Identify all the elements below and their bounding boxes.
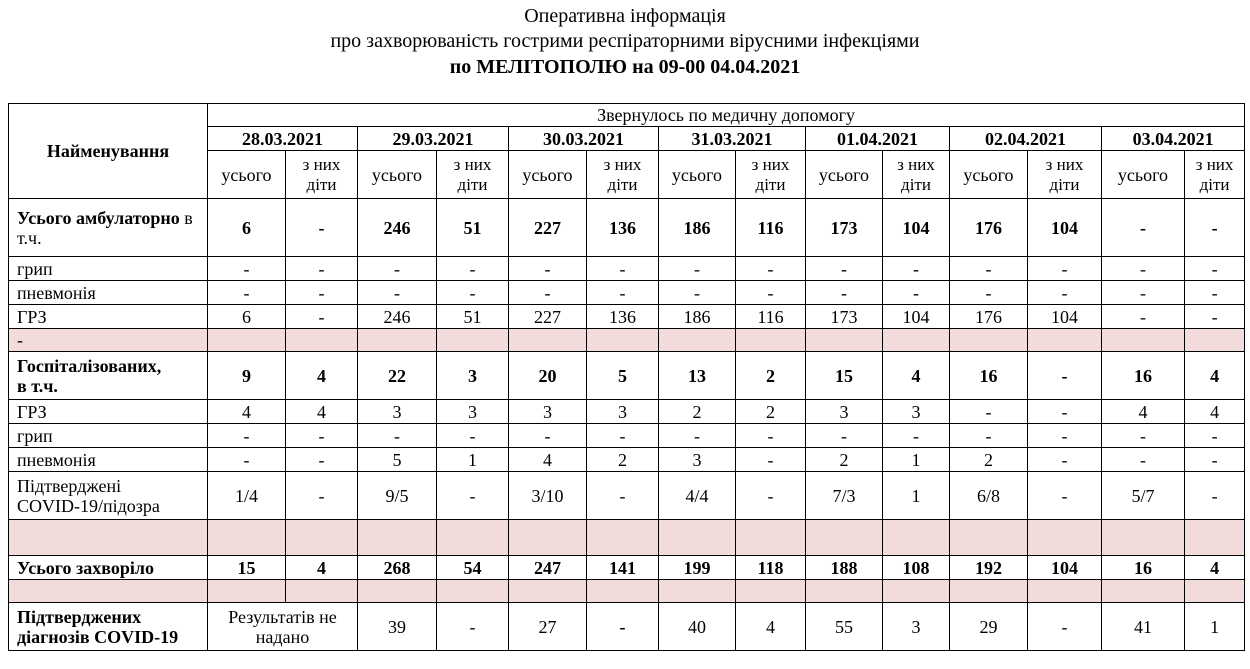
- value-cell: -: [286, 257, 358, 281]
- value-cell: 4/4: [659, 472, 736, 520]
- value-cell: -: [806, 281, 883, 305]
- row-ambulatory-arvi: [9, 305, 1245, 329]
- value-cell: 104: [883, 305, 950, 329]
- value-cell: 141: [587, 556, 659, 580]
- value-cell: -: [736, 448, 806, 472]
- kids-subheader: [587, 151, 659, 199]
- row-label: пневмонія: [9, 281, 208, 305]
- kids-subheader: [1028, 151, 1102, 199]
- row-label-line-2: діагнозів COVID-19: [17, 626, 179, 647]
- value-cell: -: [358, 424, 437, 448]
- kids-subheader-line-2: діти: [457, 174, 488, 194]
- value-cell: -: [587, 424, 659, 448]
- row-hospitalized-total: [9, 352, 1245, 400]
- value-cell: -: [587, 281, 659, 305]
- value-cell: -: [587, 257, 659, 281]
- value-cell: -: [659, 257, 736, 281]
- value-cell: 188: [806, 556, 883, 580]
- value-cell: -: [950, 400, 1028, 424]
- value-cell: -: [659, 424, 736, 448]
- row-label: ГРЗ: [9, 400, 208, 424]
- value-cell: 104: [1028, 199, 1102, 257]
- kids-subheader: [736, 151, 806, 199]
- value-cell: 3: [509, 400, 587, 424]
- value-cell: -: [883, 281, 950, 305]
- value-cell: 2: [659, 400, 736, 424]
- value-cell: 4: [286, 556, 358, 580]
- kids-subheader: [437, 151, 509, 199]
- value-cell: -: [1185, 199, 1245, 257]
- value-cell: 118: [736, 556, 806, 580]
- value-cell: 6: [208, 305, 286, 329]
- value-cell: 16: [1102, 556, 1185, 580]
- no-results-line-2: надано: [255, 626, 310, 647]
- row-label-line-2: COVID-19/підозра: [17, 495, 160, 516]
- total-subheader: усього: [358, 151, 437, 199]
- value-cell: 39: [358, 603, 437, 651]
- row-ambulatory-pneumonia: [9, 281, 1245, 305]
- value-cell: -: [1102, 281, 1185, 305]
- separator-row: [9, 329, 1245, 352]
- value-cell: 4: [1185, 556, 1245, 580]
- total-subheader: усього: [1102, 151, 1185, 199]
- kids-subheader-line-1: з них: [897, 154, 935, 174]
- value-cell: 2: [806, 448, 883, 472]
- value-cell: -: [1028, 448, 1102, 472]
- row-label: грип: [9, 257, 208, 281]
- value-cell: 4: [1185, 400, 1245, 424]
- value-cell: -: [208, 257, 286, 281]
- row-label: Усього захворіло: [9, 556, 208, 580]
- report-title-line-3: по МЕЛІТОПОЛЮ на 09-00 04.04.2021: [449, 56, 801, 78]
- value-cell: -: [806, 424, 883, 448]
- value-cell: -: [358, 257, 437, 281]
- separator-label: -: [9, 329, 208, 352]
- value-cell: 4: [286, 352, 358, 400]
- value-cell: 192: [950, 556, 1028, 580]
- kids-subheader-line-2: діти: [1199, 174, 1230, 194]
- row-label: ГРЗ: [9, 305, 208, 329]
- value-cell: 104: [1028, 556, 1102, 580]
- value-cell: -: [1185, 257, 1245, 281]
- value-cell: 40: [659, 603, 736, 651]
- total-subheader: усього: [806, 151, 883, 199]
- value-cell: 173: [806, 199, 883, 257]
- row-label-line-2: в т.ч.: [17, 375, 58, 396]
- value-cell: -: [806, 257, 883, 281]
- value-cell: 116: [736, 199, 806, 257]
- kids-subheader-line-2: діти: [1049, 174, 1080, 194]
- value-cell: -: [883, 424, 950, 448]
- kids-subheader-line-1: з них: [453, 154, 492, 174]
- value-cell: 136: [587, 199, 659, 257]
- value-cell: 54: [437, 556, 509, 580]
- value-cell: 3: [883, 603, 950, 651]
- value-cell: 3: [437, 400, 509, 424]
- value-cell: -: [437, 603, 509, 651]
- value-cell: 5: [587, 352, 659, 400]
- value-cell: 29: [950, 603, 1028, 651]
- separator-row: [9, 520, 1245, 556]
- value-cell: 3: [437, 352, 509, 400]
- value-cell: -: [1185, 448, 1245, 472]
- value-cell: 1: [883, 448, 950, 472]
- value-cell: 27: [509, 603, 587, 651]
- no-results-cell: [208, 603, 358, 651]
- value-cell: -: [1102, 305, 1185, 329]
- total-subheader: усього: [950, 151, 1028, 199]
- value-cell: 3/10: [509, 472, 587, 520]
- value-cell: 136: [587, 305, 659, 329]
- row-hospitalized-pneumonia: [9, 448, 1245, 472]
- row-label: [9, 199, 208, 257]
- kids-subheader-line-2: діти: [755, 174, 786, 194]
- kids-subheader-line-1: з них: [302, 154, 341, 174]
- kids-subheader-line-2: діти: [901, 174, 931, 194]
- separator-row: [9, 580, 1245, 603]
- row-label-bold: Усього амбулаторно: [17, 207, 180, 228]
- row-ambulatory-total: [9, 199, 1245, 257]
- value-cell: -: [736, 424, 806, 448]
- value-cell: -: [736, 472, 806, 520]
- kids-subheader-line-1: з них: [1045, 154, 1084, 174]
- value-cell: 176: [950, 305, 1028, 329]
- row-total-sick: [9, 556, 1245, 580]
- value-cell: -: [587, 603, 659, 651]
- value-cell: 16: [1102, 352, 1185, 400]
- value-cell: -: [1185, 424, 1245, 448]
- value-cell: -: [208, 448, 286, 472]
- date-header: 02.04.2021: [950, 127, 1102, 151]
- value-cell: 5/7: [1102, 472, 1185, 520]
- row-label: грип: [9, 424, 208, 448]
- value-cell: 1: [437, 448, 509, 472]
- value-cell: 104: [883, 199, 950, 257]
- date-header: 28.03.2021: [208, 127, 358, 151]
- value-cell: -: [736, 257, 806, 281]
- value-cell: 3: [659, 448, 736, 472]
- value-cell: 3: [587, 400, 659, 424]
- value-cell: 3: [358, 400, 437, 424]
- value-cell: 4: [1185, 352, 1245, 400]
- value-cell: -: [1028, 424, 1102, 448]
- group-header: Звернулось по медичну допомогу: [208, 104, 1245, 127]
- date-header: 30.03.2021: [509, 127, 659, 151]
- row-confirmed-covid: [9, 603, 1245, 651]
- value-cell: -: [950, 281, 1028, 305]
- value-cell: -: [286, 281, 358, 305]
- value-cell: 247: [509, 556, 587, 580]
- value-cell: 173: [806, 305, 883, 329]
- value-cell: -: [509, 257, 587, 281]
- value-cell: -: [437, 424, 509, 448]
- row-label: [9, 472, 208, 520]
- value-cell: -: [286, 424, 358, 448]
- value-cell: -: [1102, 199, 1185, 257]
- value-cell: -: [437, 257, 509, 281]
- value-cell: 2: [950, 448, 1028, 472]
- value-cell: 4: [208, 400, 286, 424]
- value-cell: -: [950, 257, 1028, 281]
- report-title-line-2: про захворюваність гострими респіраторними вірусними інфекціями: [330, 30, 920, 52]
- value-cell: 108: [883, 556, 950, 580]
- kids-subheader-line-2: діти: [607, 174, 638, 194]
- value-cell: 2: [736, 352, 806, 400]
- value-cell: 41: [1102, 603, 1185, 651]
- value-cell: 7/3: [806, 472, 883, 520]
- value-cell: -: [208, 424, 286, 448]
- value-cell: -: [1102, 257, 1185, 281]
- row-ambulatory-flu: [9, 257, 1245, 281]
- value-cell: 3: [806, 400, 883, 424]
- value-cell: -: [437, 472, 509, 520]
- statistics-table: [8, 103, 1245, 651]
- value-cell: -: [358, 281, 437, 305]
- row-label-line-1: Підтверджених: [17, 606, 142, 627]
- value-cell: 6/8: [950, 472, 1028, 520]
- kids-subheader: [1185, 151, 1245, 199]
- value-cell: 4: [286, 400, 358, 424]
- value-cell: 20: [509, 352, 587, 400]
- value-cell: 227: [509, 199, 587, 257]
- row-label-suffix: в т.ч.: [17, 207, 193, 248]
- value-cell: -: [1028, 352, 1102, 400]
- value-cell: -: [208, 281, 286, 305]
- row-hospitalized-covid: [9, 472, 1245, 520]
- value-cell: 4: [736, 603, 806, 651]
- value-cell: 3: [883, 400, 950, 424]
- value-cell: -: [437, 281, 509, 305]
- value-cell: 4: [883, 352, 950, 400]
- value-cell: 1: [883, 472, 950, 520]
- value-cell: 116: [736, 305, 806, 329]
- row-label: [9, 603, 208, 651]
- kids-subheader: [286, 151, 358, 199]
- value-cell: 15: [806, 352, 883, 400]
- date-header: 01.04.2021: [806, 127, 950, 151]
- value-cell: -: [286, 472, 358, 520]
- value-cell: -: [286, 448, 358, 472]
- value-cell: 4: [509, 448, 587, 472]
- value-cell: 2: [736, 400, 806, 424]
- value-cell: 186: [659, 199, 736, 257]
- value-cell: 246: [358, 199, 437, 257]
- kids-subheader-line-1: з них: [751, 154, 790, 174]
- value-cell: 9: [208, 352, 286, 400]
- value-cell: 4: [1102, 400, 1185, 424]
- value-cell: -: [950, 424, 1028, 448]
- value-cell: -: [659, 281, 736, 305]
- value-cell: 1/4: [208, 472, 286, 520]
- value-cell: -: [1102, 424, 1185, 448]
- value-cell: 15: [208, 556, 286, 580]
- report-header: [0, 0, 1250, 80]
- value-cell: 268: [358, 556, 437, 580]
- kids-subheader-line-1: з них: [1195, 154, 1234, 174]
- value-cell: -: [1185, 472, 1245, 520]
- value-cell: 9/5: [358, 472, 437, 520]
- value-cell: -: [286, 199, 358, 257]
- value-cell: -: [1102, 448, 1185, 472]
- value-cell: 1: [1185, 603, 1245, 651]
- date-header: 29.03.2021: [358, 127, 509, 151]
- kids-subheader-line-1: з них: [603, 154, 642, 174]
- value-cell: -: [1028, 281, 1102, 305]
- value-cell: -: [1028, 603, 1102, 651]
- value-cell: 22: [358, 352, 437, 400]
- total-subheader: усього: [659, 151, 736, 199]
- value-cell: 199: [659, 556, 736, 580]
- kids-subheader-line-2: діти: [306, 174, 337, 194]
- value-cell: -: [1185, 305, 1245, 329]
- value-cell: 55: [806, 603, 883, 651]
- row-hospitalized-arvi: [9, 400, 1245, 424]
- value-cell: -: [509, 424, 587, 448]
- row-label: пневмонія: [9, 448, 208, 472]
- value-cell: -: [736, 281, 806, 305]
- value-cell: -: [509, 281, 587, 305]
- value-cell: 6: [208, 199, 286, 257]
- value-cell: -: [587, 472, 659, 520]
- value-cell: 51: [437, 305, 509, 329]
- no-results-line-1: Результатів не: [228, 606, 337, 627]
- kids-subheader: [883, 151, 950, 199]
- value-cell: 227: [509, 305, 587, 329]
- value-cell: 176: [950, 199, 1028, 257]
- value-cell: -: [1028, 472, 1102, 520]
- row-label: [9, 352, 208, 400]
- value-cell: -: [1028, 257, 1102, 281]
- value-cell: -: [1028, 400, 1102, 424]
- name-column-header: Найменування: [9, 104, 208, 199]
- value-cell: 104: [1028, 305, 1102, 329]
- value-cell: -: [883, 257, 950, 281]
- value-cell: -: [286, 305, 358, 329]
- value-cell: -: [1185, 281, 1245, 305]
- date-header: 31.03.2021: [659, 127, 806, 151]
- total-subheader: усього: [509, 151, 587, 199]
- total-subheader: усього: [208, 151, 286, 199]
- date-header: 03.04.2021: [1102, 127, 1245, 151]
- value-cell: 2: [587, 448, 659, 472]
- report-title-line-1: Оперативна інформація: [524, 5, 726, 27]
- row-label-line-1: Підтверджені: [17, 475, 122, 496]
- value-cell: 16: [950, 352, 1028, 400]
- value-cell: 13: [659, 352, 736, 400]
- value-cell: 246: [358, 305, 437, 329]
- value-cell: 186: [659, 305, 736, 329]
- row-label-line-1: Госпіталізованих,: [17, 355, 162, 376]
- value-cell: 51: [437, 199, 509, 257]
- value-cell: 5: [358, 448, 437, 472]
- row-hospitalized-flu: [9, 424, 1245, 448]
